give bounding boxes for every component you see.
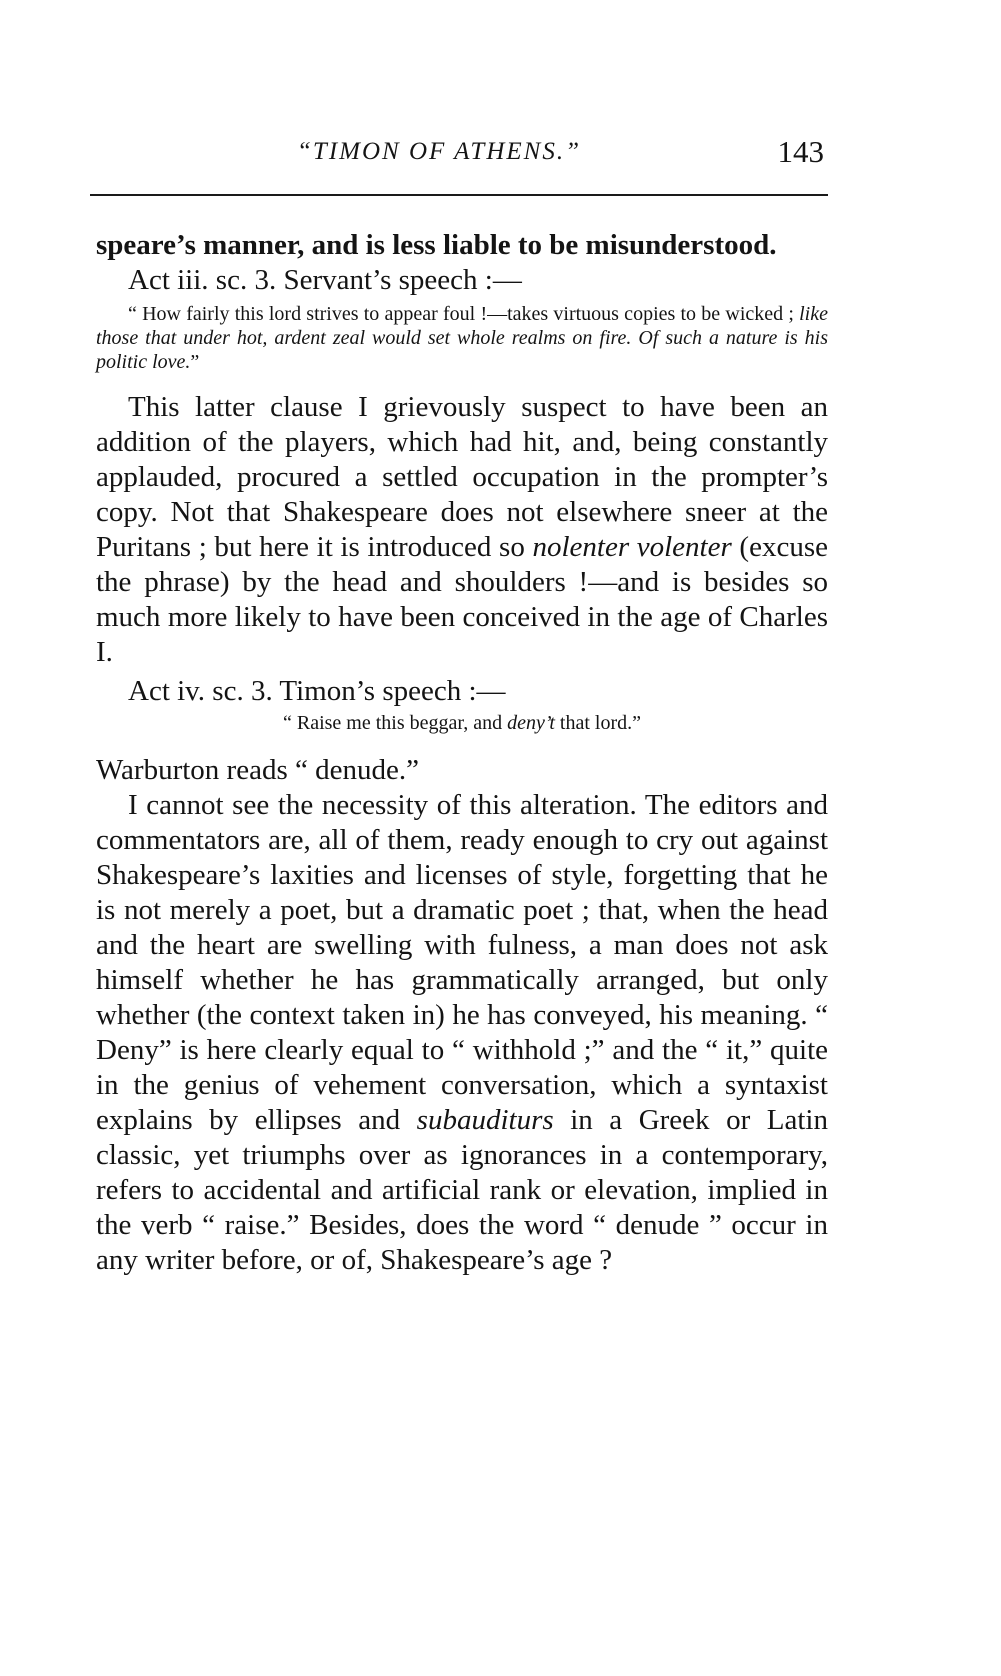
quote-close-mark: ”: [190, 351, 200, 373]
running-title: “TIMON OF ATHENS.”: [297, 138, 581, 165]
paragraph-text-end: in a Greek or Latin classic, yet triumphs over as ignorances in a contemporary, refers to accidental and artificial rank or elevation, implied in the verb “ raise.” Besides, does the word “ denude ” occur in any writer before, or of, Shakespeare’s age ?: [96, 1104, 828, 1276]
running-head: [90, 134, 828, 178]
quote-text-end: that lord.”: [554, 712, 641, 734]
paragraph-warburton: Warburton reads “ denude.”: [96, 754, 419, 786]
paragraph-act-iii-heading: Act iii. sc. 3. Servant’s speech :—: [128, 264, 522, 296]
italic-word: subauditurs: [416, 1104, 554, 1136]
paragraph-continuation: speare’s manner, and is less liable to be misunderstood.: [96, 229, 777, 261]
quote-italic-text: like those that under hot, ardent zeal would set whole realms on fire. Of such a nature is his politic love.: [96, 303, 828, 373]
paragraph-act-iv-heading: Act iv. sc. 3. Timon’s speech :—: [128, 675, 506, 707]
paragraph-necessity: [96, 788, 828, 1278]
paragraph-text: I cannot see the necessity of this alteration. The editors and commentators are, all of them, ready enough to cry out against Shakespeare’s laxities and licenses of style, forgetting that he is not merely a poet, but a dramatic poet ; that, when the head and the heart are swelling with fulness, a man does not ask himself whether he has grammatically arranged, but only whether (the context taken in) he has conveyed, his meaning. “ Deny” is here clearly equal to “ withhold ;” and the “ it,” quite in the genius of vehement conversation, which a syntaxist explains by ellipses and: [96, 789, 828, 1136]
block-quote-timon: [96, 711, 828, 735]
page-number: 143: [777, 134, 824, 169]
body-text: [96, 228, 828, 1278]
block-quote-servant: [96, 302, 828, 374]
quote-text: “ How fairly this lord strives to appear foul !—takes virtuous copies to be wicked ;: [128, 303, 800, 325]
paragraph-text: This latter clause I grievously suspect to have been an addition of the players, which had hit, and, being constantly applauded, procured a settled occupation in the prompter’s copy. Not that Shakespeare does not elsewhere sneer at the Puritans ; but here it is introduced so: [96, 391, 828, 563]
paragraph-latter-clause: [96, 390, 828, 670]
header-rule: [90, 194, 828, 196]
italic-phrase: nolenter volenter: [532, 531, 732, 563]
paragraph-text-end: (excuse the phrase) by the head and shoulders !—and is besides so much more likely to have been conceived in the age of Charles I.: [96, 531, 828, 668]
quote-italic-word: deny’t: [507, 712, 555, 734]
quote-text: “ Raise me this beggar, and: [283, 712, 508, 734]
